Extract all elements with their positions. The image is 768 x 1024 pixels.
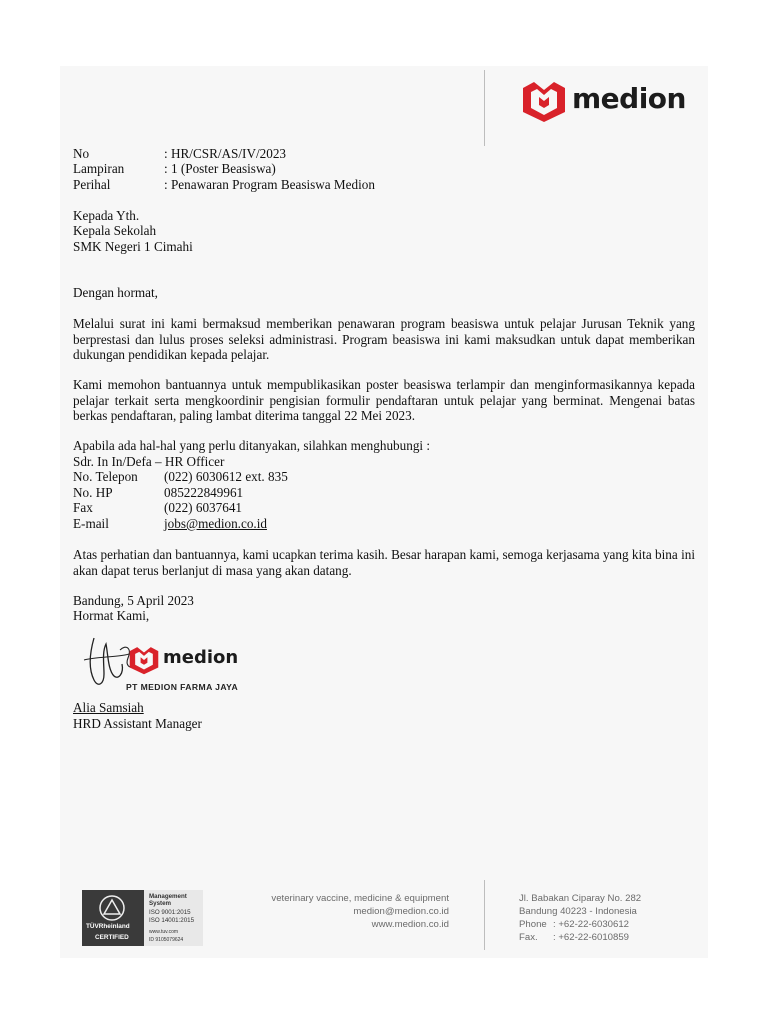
ref-no-label: No [73, 146, 90, 161]
tuv-brand: TÜVRheinland [86, 923, 130, 930]
contact-fax-label: Fax [73, 500, 93, 515]
contact-email-link[interactable]: jobs@medion.co.id [164, 516, 267, 531]
paragraph-1: Melalui surat ini kami bermaksud memberikan penawaran program beasiswa untuk pelajar Jurusan Teknik yang berprestasi dan lulus proses seleksi administrasi. Program beasiswa ini kami maksudkan untuk dapat memberikan dukungan pendidikan kepada pelajar. [73, 316, 695, 362]
stamp-brand: medion [163, 647, 239, 668]
stamp-company: PT MEDION FARMA JAYA [126, 682, 239, 692]
greeting: Dengan hormat, [73, 285, 158, 300]
contact-fax-value: (022) 6037641 [164, 500, 243, 515]
cert-title-1: Management [149, 893, 187, 900]
footer-tagline: veterinary vaccine, medicine & equipment [271, 893, 449, 904]
paragraph-3: Atas perhatian dan bantuannya, kami ucapkan terima kasih. Besar harapan kami, semoga kerjasama yang kita bina ini akan dapat terus berlanjut di masa yang akan datang. [73, 547, 695, 578]
footer-phone: : +62-22-6030612 [553, 919, 630, 930]
footer-address-1: Jl. Babakan Ciparay No. 282 [519, 893, 642, 904]
footer-fax: : +62-22-6010859 [553, 932, 630, 943]
contact-hp-value: 085222849961 [164, 485, 244, 500]
medion-logo-wordmark: medion [572, 82, 686, 115]
closing-regards: Hormat Kami, [73, 608, 150, 623]
contact-telepon-label: No. Telepon [73, 469, 138, 484]
ref-lampiran-label: Lampiran [73, 161, 125, 176]
contact-telepon-value: (022) 6030612 ext. 835 [164, 469, 288, 484]
header-divider [484, 70, 485, 146]
footer-address-2: Bandung 40223 - Indonesia [519, 906, 637, 917]
stamp-logo-icon [127, 644, 161, 676]
tuv-certified: CERTIFIED [95, 934, 129, 941]
footer-website: www.medion.co.id [371, 919, 449, 930]
contact-email-label: E-mail [73, 516, 109, 531]
footer-divider [484, 880, 485, 950]
contact-hp-label: No. HP [73, 485, 113, 500]
signer-title: HRD Assistant Manager [73, 716, 202, 731]
medion-logo-icon [519, 78, 569, 124]
contact-intro: Apabila ada hal-hal yang perlu ditanyakan, silahkan menghubungi : [73, 438, 431, 453]
cert-iso-9001: ISO 9001:2015 [149, 909, 191, 916]
footer-phone-label: Phone [519, 919, 547, 930]
cert-title-2: System [149, 900, 172, 907]
footer-email: medion@medion.co.id [353, 906, 449, 917]
signer-name: Alia Samsiah [73, 700, 144, 715]
closing-date: Bandung, 5 April 2023 [73, 593, 194, 608]
ref-perihal-value: : Penawaran Program Beasiswa Medion [164, 177, 375, 192]
ref-lampiran-value: : 1 (Poster Beasiswa) [164, 161, 276, 176]
tuv-triangle-icon [97, 895, 127, 921]
letter-page [60, 66, 708, 958]
cert-iso-14001: ISO 14001:2015 [149, 917, 195, 924]
recipient-line-3: SMK Negeri 1 Cimahi [73, 239, 193, 254]
ref-no-value: : HR/CSR/AS/IV/2023 [164, 146, 287, 161]
cert-url: www.tuv.com [149, 929, 179, 935]
ref-perihal-label: Perihal [73, 177, 111, 192]
contact-person: Sdr. In In/Defa – HR Officer [73, 454, 225, 469]
recipient-line-1: Kepada Yth. [73, 208, 140, 223]
footer-fax-label: Fax. [519, 932, 538, 943]
recipient-line-2: Kepala Sekolah [73, 223, 157, 238]
cert-id: ID 9105079624 [149, 937, 184, 943]
paragraph-2: Kami memohon bantuannya untuk mempublikasikan poster beasiswa terlampir dan menginformasikannya kepada pelajar terkait serta mengkoordinir pengisian formulir pendaftaran untuk pelajar yang berminat. Mengenai batas berkas pendaftaran, paling lambat diterima tanggal 22 Mei 2023. [73, 377, 695, 423]
